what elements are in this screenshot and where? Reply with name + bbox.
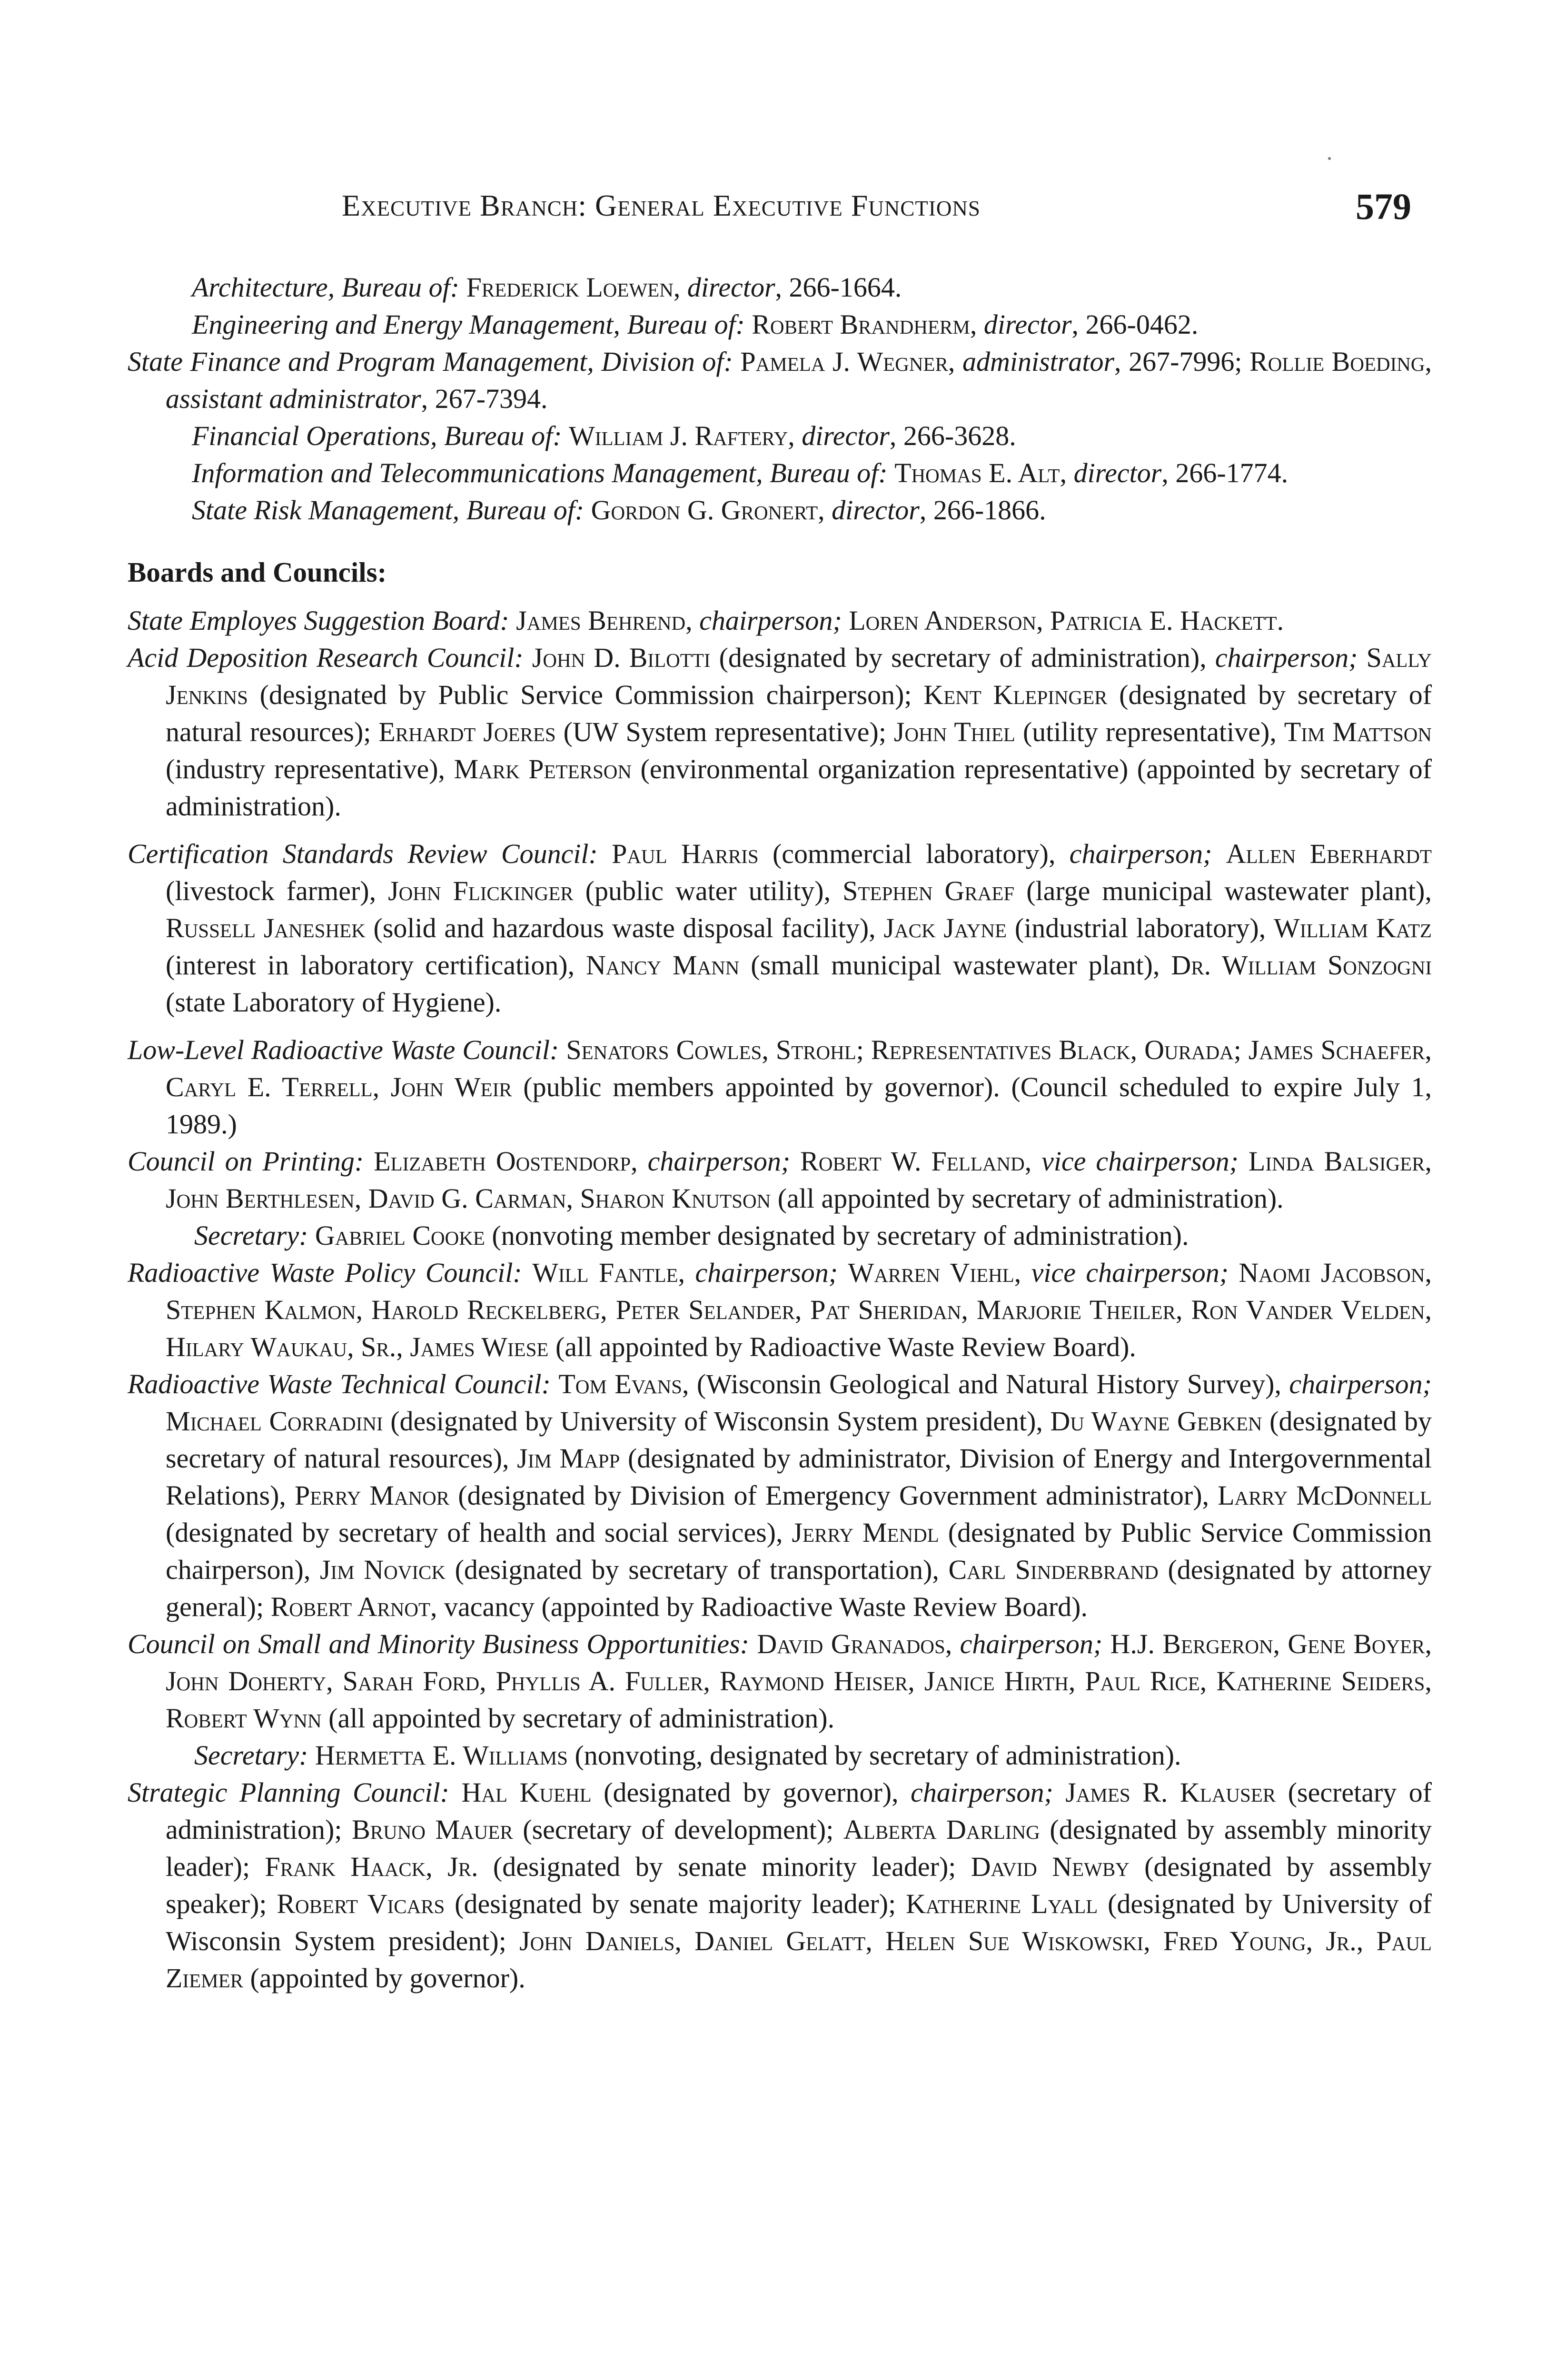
- division-entry-architecture: Architecture, Bureau of: Frederick Loewen, director, 266-1664.: [192, 272, 902, 303]
- division-entry-information-telecom: Information and Telecommunications Management, Bureau of: Thomas E. Alt, director, 266-1774.: [192, 457, 1288, 488]
- division-entry-state-finance: State Finance and Program Management, Division of: Pamela J. Wegner, administrator, 267-7996; Rollie Boeding, assistant administrator, 267-7394.: [128, 346, 1432, 414]
- printing-secretary-entry: Secretary: Gabriel Cooke (nonvoting member designated by secretary of administration).: [194, 1220, 1189, 1251]
- division-entry-engineering: Engineering and Energy Management, Bureau of: Robert Brandherm, director, 266-0462.: [192, 309, 1199, 340]
- strategic-planning-council-entry: Strategic Planning Council: Hal Kuehl (designated by governor), chairperson; James R. Klauser (secretary of administration); Bruno Mauer (secretary of development); Alberta Darling (designated by assembly minority leader); Frank Haack, Jr. (designated by senate minority leader); David Newby (designated by assembly speaker); Robert Vicars (designated by senate majority leader); Katherine Lyall (designated by University of Wisconsin System president); John Daniels, Daniel Gelatt, Helen Sue Wiskowski, Fred Young, Jr., Paul Ziemer (appointed by governor).: [128, 1777, 1432, 1993]
- suggestion-board-entry: State Employes Suggestion Board: James Behrend, chairperson; Loren Anderson, Patricia E. Hackett.: [128, 605, 1284, 636]
- page-number: 579: [1356, 186, 1411, 227]
- radioactive-waste-policy-council-entry: Radioactive Waste Policy Council: Will Fantle, chairperson; Warren Viehl, vice chairperson; Naomi Jacobson, Stephen Kalmon, Harold Reckelberg, Peter Selander, Pat Sheridan, Marjorie Theiler, Ron Vander Velden, Hilary Waukau, Sr., James Wiese (all appointed by Radioactive Waste Review Board).: [128, 1257, 1432, 1362]
- printing-council-entry: Council on Printing: Elizabeth Oostendorp, chairperson; Robert W. Felland, vice chairperson; Linda Balsiger, John Berthlesen, David G. Carman, Sharon Knutson (all appointed by secretary of administration).: [128, 1146, 1432, 1214]
- certification-council-entry: Certification Standards Review Council: Paul Harris (commercial laboratory), chairperson; Allen Eberhardt (livestock farmer), John Flickinger (public water utility), Stephen Graef (large municipal wastewater plant), Russell Janeshek (solid and hazardous waste disposal facility), Jack Jayne (industrial laboratory), William Katz (interest in laboratory certification), Nancy Mann (small municipal wastewater plant), Dr. William Sonzogni (state Laboratory of Hygiene).: [128, 838, 1432, 1018]
- running-head: [0, 188, 1546, 231]
- low-level-radioactive-council-entry: Low-Level Radioactive Waste Council: Senators Cowles, Strohl; Representatives Black, Ourada; James Schaefer, Caryl E. Terrell, John Weir (public members appointed by governor). (Council scheduled to expire July 1, 1989.): [128, 1034, 1432, 1140]
- stray-mark: [1328, 157, 1331, 160]
- running-title: Executive Branch: General Executive Functions: [342, 188, 981, 222]
- division-entry-risk-management: State Risk Management, Bureau of: Gordon G. Gronert, director, 266-1866.: [192, 495, 1046, 526]
- body-text: [128, 269, 1432, 1997]
- boards-heading: Boards and Councils:: [128, 556, 387, 588]
- acid-deposition-council-entry: Acid Deposition Research Council: John D. Bilotti (designated by secretary of administration), chairperson; Sally Jenkins (designated by Public Service Commission chairperson); Kent Klepinger (designated by secretary of natural resources); Erhardt Joeres (UW System representative); John Thiel (utility representative), Tim Mattson (industry representative), Mark Peterson (environmental organization representative) (appointed by secretary of administration).: [128, 642, 1432, 822]
- division-entry-financial-operations: Financial Operations, Bureau of: William J. Raftery, director, 266-3628.: [192, 420, 1016, 451]
- small-minority-business-secretary-entry: Secretary: Hermetta E. Williams (nonvoting, designated by secretary of administration).: [194, 1740, 1181, 1771]
- radioactive-waste-technical-council-entry: Radioactive Waste Technical Council: Tom Evans, (Wisconsin Geological and Natural History Survey), chairperson; Michael Corradini (designated by University of Wisconsin System president), Du Wayne Gebken (designated by secretary of natural resources), Jim Mapp (designated by administrator, Division of Energy and Intergovernmental Relations), Perry Manor (designated by Division of Emergency Government administrator), Larry McDonnell (designated by secretary of health and social services), Jerry Mendl (designated by Public Service Commission chairperson), Jim Novick (designated by secretary of transportation), Carl Sinderbrand (designated by attorney general); Robert Arnot, vacancy (appointed by Radioactive Waste Review Board).: [128, 1368, 1432, 1622]
- small-minority-business-council-entry: Council on Small and Minority Business Opportunities: David Granados, chairperson; H.J. Bergeron, Gene Boyer, John Doherty, Sarah Ford, Phyllis A. Fuller, Raymond Heiser, Janice Hirth, Paul Rice, Katherine Seiders, Robert Wynn (all appointed by secretary of administration).: [128, 1628, 1432, 1734]
